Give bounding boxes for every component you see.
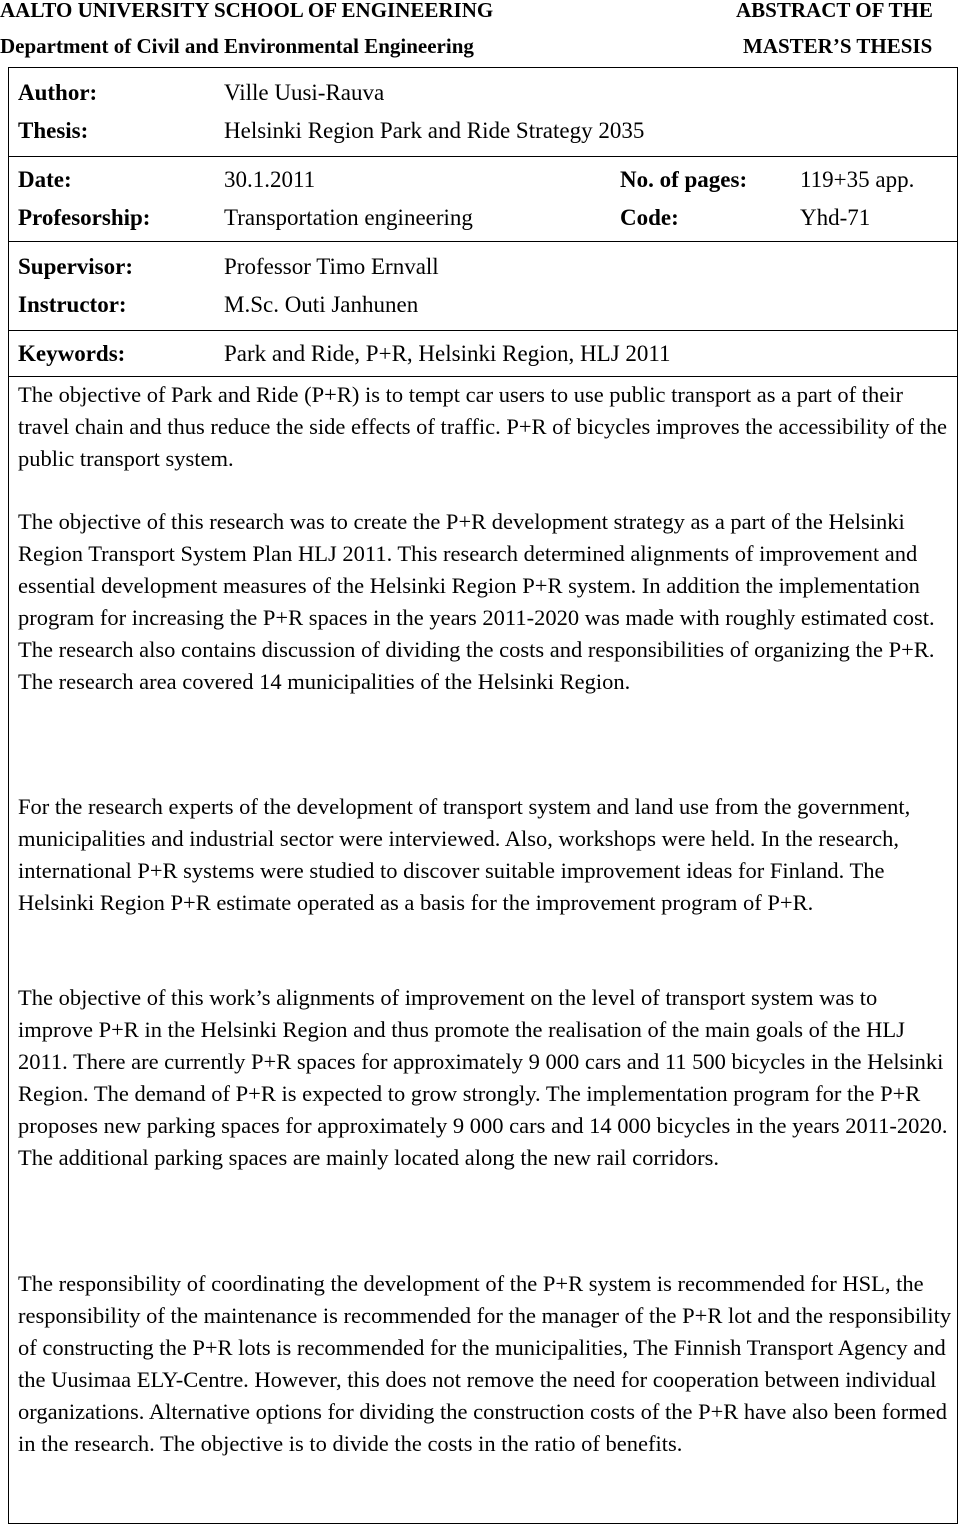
pages-value: 119+35 app. [800, 167, 915, 192]
supervisor-label: Supervisor: [18, 254, 133, 279]
divider [8, 156, 958, 157]
abstract-paragraph: The objective of this work’s alignments of improvement on the level of transport system was to improve P+R in the Helsinki Region and thus promote the realisation of the main goals of the HLJ 2011. There are currently P+R spaces for approximately 9 000 cars and 11 500 bicycles in the Helsinki Region. The demand of P+R is expected to grow strongly. The implementation program for the P+R proposes new parking spaces for approximately 9 000 cars and 14 000 bicycles in the years 2011-2020. The additional parking spaces are mainly located along the new rail corridors. [18, 985, 948, 1170]
author-label: Author: [18, 80, 98, 105]
code-value: Yhd-71 [800, 205, 871, 230]
professorship-value: Transportation engineering [224, 205, 473, 230]
author-value: Ville Uusi-Rauva [224, 80, 385, 105]
professorship-label: Profesorship: [18, 205, 151, 230]
abstract-paragraph: For the research experts of the development of transport system and land use from the government, municipalities and industrial sector were interviewed. Also, workshops were held. In the research, international P+R systems were studied to discover suitable improvement ideas for Finland. The Helsinki Region P+R estimate operated as a basis for the improvement program of P+R. [18, 794, 911, 915]
instructor-value: M.Sc. Outi Janhunen [224, 292, 419, 317]
instructor-label: Instructor: [18, 292, 127, 317]
pages-label: No. of pages: [620, 167, 748, 192]
code-label: Code: [620, 205, 679, 230]
date-label: Date: [18, 167, 72, 192]
abstract-paragraph: The responsibility of coordinating the development of the P+R system is recommended for HSL, the responsibility of the maintenance is recommended for the manager of the P+R lot and the responsibility of constructing the P+R lots is recommended for the municipalities, The Finnish Transport Agency and the Uusimaa ELY-Centre. However, this does not remove the need for cooperation between individual organizations. Alternative options for dividing the construction costs of the P+R have also been formed in the research. The objective is to divide the costs in the ratio of benefits. [18, 1271, 952, 1456]
supervisor-value: Professor Timo Ernvall [224, 254, 439, 279]
keywords-label: Keywords: [18, 341, 126, 366]
doc-type-line1: ABSTRACT OF THE [736, 0, 933, 22]
doc-type-line2: MASTER’S THESIS [743, 34, 933, 58]
date-value: 30.1.2011 [224, 167, 316, 192]
thesis-label: Thesis: [18, 118, 89, 143]
divider [8, 330, 958, 331]
divider [8, 241, 958, 242]
department-name: Department of Civil and Environmental Engineering [0, 34, 474, 58]
abstract-paragraph: The objective of Park and Ride (P+R) is to tempt car users to use public transport as a part of their travel chain and thus reduce the side effects of traffic. P+R of bicycles improves the accessibility of the public transport system. [18, 382, 948, 471]
thesis-value: Helsinki Region Park and Ride Strategy 2035 [224, 118, 645, 143]
keywords-value: Park and Ride, P+R, Helsinki Region, HLJ 2011 [224, 341, 671, 366]
abstract-paragraph: The objective of this research was to create the P+R development strategy as a part of the Helsinki Region Transport System Plan HLJ 2011. This research determined alignments of improvement and essential development measures of the Helsinki Region P+R system. In addition the implementation program for increasing the P+R spaces in the years 2011-2020 was made with roughly estimated cost. The research also contains discussion of dividing the costs and responsibilities of organizing the P+R. The research area covered 14 municipalities of the Helsinki Region. [18, 509, 935, 694]
divider [8, 376, 958, 377]
university-name: AALTO UNIVERSITY SCHOOL OF ENGINEERING [0, 0, 494, 22]
